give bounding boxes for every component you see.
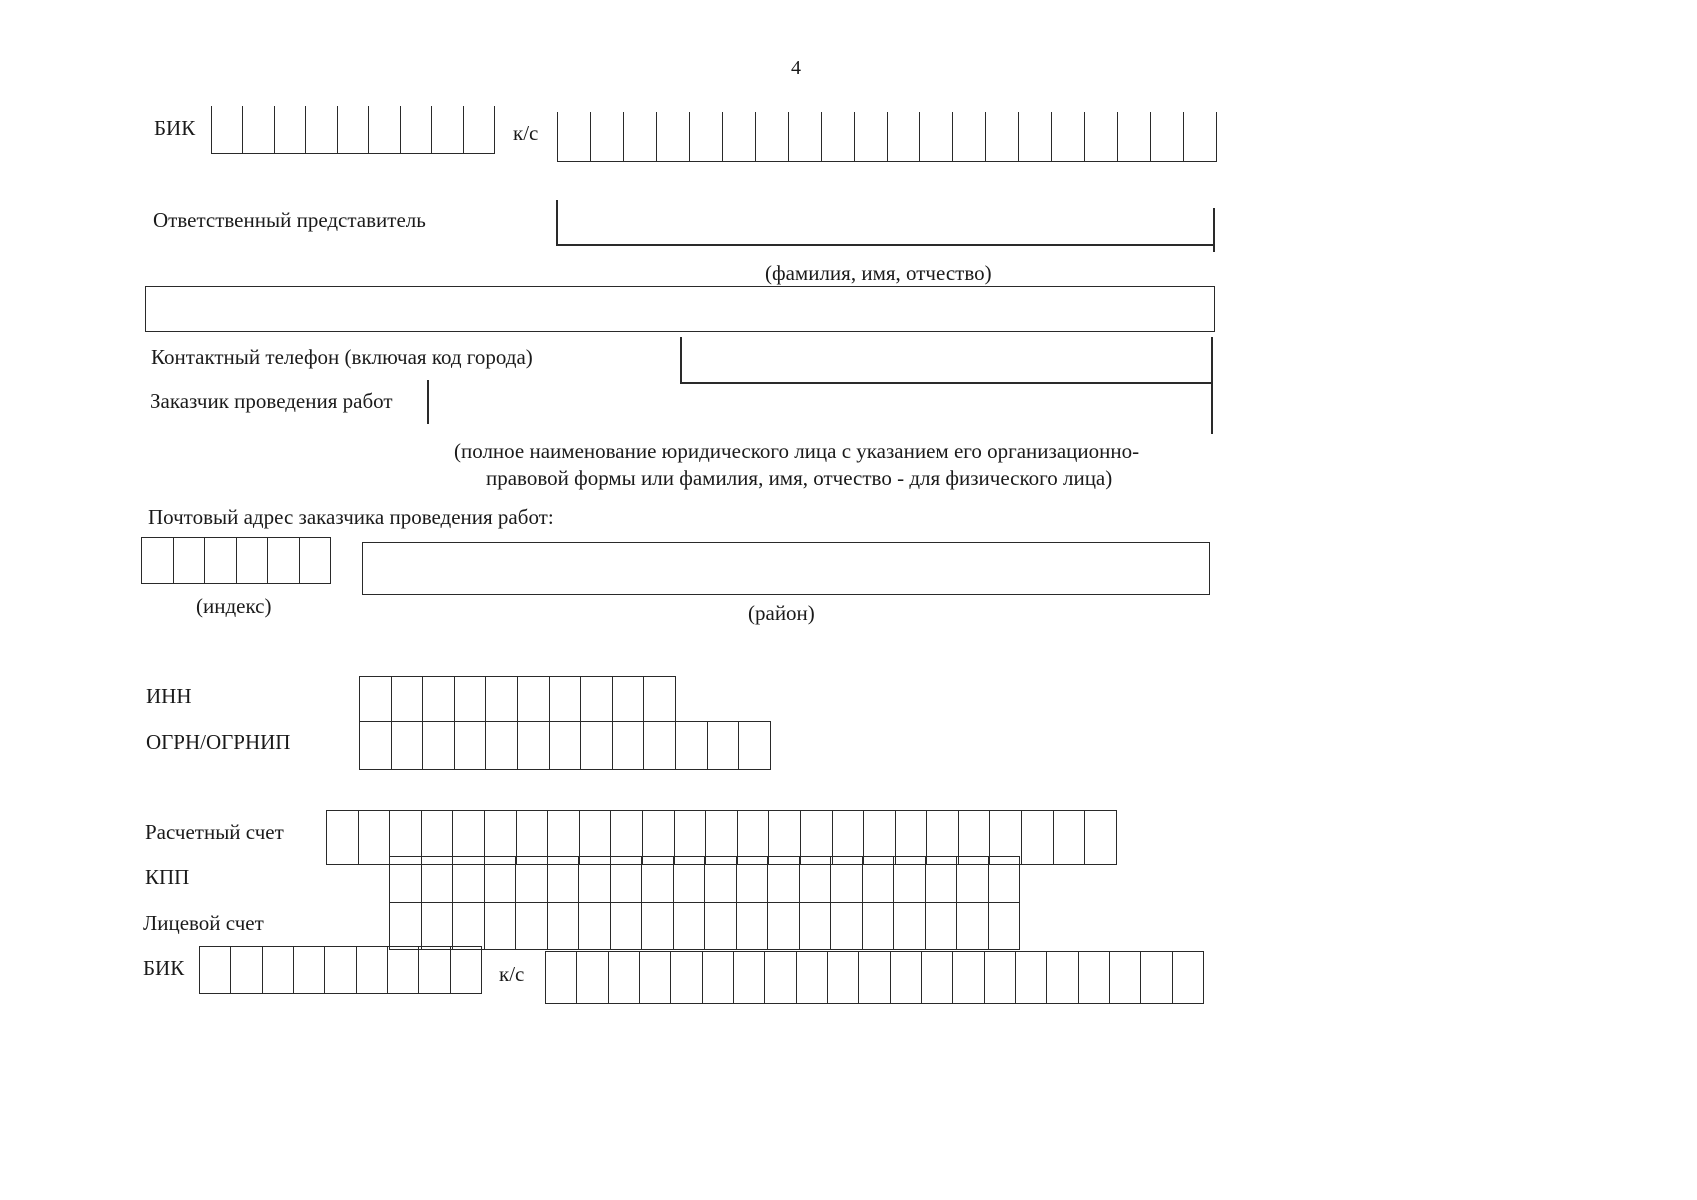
kpp-cell[interactable] [578, 857, 610, 902]
representative-label: Ответственный представитель [153, 208, 426, 232]
kpp-cell[interactable] [452, 857, 484, 902]
phone-label: Контактный телефон (включая код города) [151, 345, 533, 369]
ks-bottom-cell[interactable] [796, 952, 827, 1003]
bik-top-field[interactable] [211, 106, 495, 154]
customer-field[interactable] [427, 380, 1215, 435]
ks-top-cell[interactable] [788, 112, 821, 161]
postal-index-caption: (индекс) [196, 594, 272, 618]
kpp-label: КПП [145, 865, 190, 889]
postal-district-field[interactable] [362, 542, 1210, 595]
personal-account-cell[interactable] [988, 903, 1021, 949]
representative-extra-field[interactable] [145, 286, 1215, 332]
ks-bottom-cell[interactable] [639, 952, 670, 1003]
bik-bottom-cell[interactable] [450, 947, 482, 993]
bik-top-cell[interactable] [368, 106, 399, 153]
representative-field[interactable] [556, 200, 1215, 252]
inn-cell[interactable] [549, 677, 581, 721]
bik-bottom-field[interactable] [199, 946, 482, 994]
inn-cell[interactable] [643, 677, 676, 721]
index-cell[interactable] [267, 538, 299, 583]
ks-bottom-cell[interactable] [1046, 952, 1077, 1003]
postal-label: Почтовый адрес заказчика проведения работ: [148, 505, 554, 529]
ks-bottom-cell[interactable] [921, 952, 952, 1003]
personal-account-field[interactable] [389, 902, 1020, 950]
ks-top-cell[interactable] [919, 112, 952, 161]
ogrn-label: ОГРН/ОГРНИП [146, 730, 291, 754]
ks-bottom-cell[interactable] [952, 952, 983, 1003]
bik-top-cell[interactable] [211, 106, 242, 153]
kpp-cell[interactable] [704, 857, 736, 902]
kpp-cell[interactable] [610, 857, 642, 902]
ks-top-cell[interactable] [656, 112, 689, 161]
personal-account-cell[interactable] [578, 903, 610, 949]
kpp-cell[interactable] [862, 857, 894, 902]
account-cell[interactable] [1084, 811, 1117, 864]
ogrn-cell[interactable] [485, 722, 517, 769]
account-cell[interactable] [358, 811, 390, 864]
kpp-cell[interactable] [547, 857, 579, 902]
ks-bottom-cell[interactable] [1109, 952, 1140, 1003]
ks-top-cell[interactable] [1117, 112, 1150, 161]
ks-bottom-cell[interactable] [984, 952, 1015, 1003]
personal-account-cell[interactable] [956, 903, 988, 949]
bik-top-cell[interactable] [337, 106, 368, 153]
kpp-cell[interactable] [673, 857, 705, 902]
ogrn-cell[interactable] [643, 722, 675, 769]
ks-bottom-cell[interactable] [702, 952, 733, 1003]
ogrn-cell[interactable] [707, 722, 739, 769]
ks-bottom-cell[interactable] [1015, 952, 1046, 1003]
bik-top-cell[interactable] [305, 106, 336, 153]
bik-bottom-cell[interactable] [387, 947, 418, 993]
inn-cell[interactable] [359, 677, 391, 721]
personal-account-cell[interactable] [547, 903, 579, 949]
inn-field[interactable] [359, 676, 676, 722]
kpp-cell[interactable] [515, 857, 547, 902]
ogrn-field[interactable] [359, 721, 771, 770]
ks-label-bottom: к/с [499, 962, 525, 986]
ks-top-cell[interactable] [722, 112, 755, 161]
ks-bottom-cell[interactable] [608, 952, 639, 1003]
personal-account-cell[interactable] [736, 903, 768, 949]
ks-top-cell[interactable] [755, 112, 788, 161]
ks-top-cell[interactable] [1084, 112, 1117, 161]
personal-account-cell[interactable] [893, 903, 925, 949]
kpp-cell[interactable] [799, 857, 831, 902]
inn-cell[interactable] [612, 677, 644, 721]
postal-index-field[interactable] [141, 537, 331, 584]
ogrn-cell[interactable] [517, 722, 549, 769]
personal-account-cell[interactable] [799, 903, 831, 949]
index-cell[interactable] [141, 538, 173, 583]
inn-cell[interactable] [391, 677, 423, 721]
kpp-field[interactable] [389, 856, 1020, 903]
bik-top-cell[interactable] [463, 106, 495, 153]
ks-bottom-cell[interactable] [733, 952, 764, 1003]
bik-label-bottom: БИК [143, 956, 185, 980]
ks-top-cell[interactable] [1150, 112, 1183, 161]
personal-account-cell[interactable] [704, 903, 736, 949]
account-label: Расчетный счет [145, 820, 284, 844]
inn-cell[interactable] [454, 677, 486, 721]
bik-top-cell[interactable] [242, 106, 273, 153]
index-cell[interactable] [173, 538, 205, 583]
ks-bottom-field[interactable] [545, 951, 1204, 1004]
personal-account-cell[interactable] [830, 903, 862, 949]
ks-top-cell[interactable] [985, 112, 1018, 161]
page-number: 4 [791, 57, 801, 79]
bik-bottom-cell[interactable] [230, 947, 261, 993]
bik-label-top: БИК [154, 116, 196, 140]
personal-account-cell[interactable] [925, 903, 957, 949]
personal-account-cell[interactable] [767, 903, 799, 949]
ogrn-cell[interactable] [675, 722, 707, 769]
ks-top-cell[interactable] [1051, 112, 1084, 161]
ks-top-cell[interactable] [854, 112, 887, 161]
ks-bottom-cell[interactable] [1140, 952, 1171, 1003]
personal-account-cell[interactable] [452, 903, 484, 949]
personal-account-cell[interactable] [862, 903, 894, 949]
ks-label-top: к/с [513, 121, 539, 145]
ks-top-cell[interactable] [590, 112, 623, 161]
bik-top-cell[interactable] [400, 106, 431, 153]
bik-bottom-cell[interactable] [262, 947, 293, 993]
kpp-cell[interactable] [736, 857, 768, 902]
ks-bottom-cell[interactable] [1172, 952, 1204, 1003]
ks-bottom-cell[interactable] [670, 952, 701, 1003]
customer-caption-line2: правовой формы или фамилия, имя, отчество - для физического лица) [486, 466, 1113, 490]
bik-bottom-cell[interactable] [324, 947, 355, 993]
ks-top-cell[interactable] [1183, 112, 1217, 161]
personal-account-cell[interactable] [421, 903, 453, 949]
personal-account-label: Лицевой счет [143, 911, 264, 935]
account-cell[interactable] [1021, 811, 1053, 864]
bik-bottom-cell[interactable] [199, 947, 230, 993]
inn-cell[interactable] [580, 677, 612, 721]
personal-account-cell[interactable] [484, 903, 516, 949]
kpp-cell[interactable] [925, 857, 957, 902]
index-cell[interactable] [299, 538, 332, 583]
customer-caption-line1: (полное наименование юридического лица с указанием его организационно- [454, 439, 1140, 463]
bik-bottom-cell[interactable] [356, 947, 387, 993]
ogrn-cell[interactable] [391, 722, 423, 769]
ks-bottom-cell[interactable] [1078, 952, 1109, 1003]
customer-label: Заказчик проведения работ [150, 389, 393, 413]
ks-bottom-cell[interactable] [545, 952, 576, 1003]
kpp-cell[interactable] [830, 857, 862, 902]
ks-bottom-cell[interactable] [827, 952, 858, 1003]
ks-bottom-cell[interactable] [764, 952, 795, 1003]
ks-bottom-cell[interactable] [576, 952, 607, 1003]
personal-account-cell[interactable] [673, 903, 705, 949]
ks-top-cell[interactable] [689, 112, 722, 161]
ks-bottom-cell[interactable] [890, 952, 921, 1003]
postal-district-caption: (район) [748, 601, 815, 625]
kpp-cell[interactable] [767, 857, 799, 902]
ks-bottom-cell[interactable] [858, 952, 889, 1003]
personal-account-cell[interactable] [515, 903, 547, 949]
kpp-cell[interactable] [988, 857, 1021, 902]
ogrn-cell[interactable] [359, 722, 391, 769]
bik-top-cell[interactable] [274, 106, 305, 153]
personal-account-cell[interactable] [389, 903, 421, 949]
kpp-cell[interactable] [484, 857, 516, 902]
ks-top-cell[interactable] [1018, 112, 1051, 161]
ogrn-cell[interactable] [422, 722, 454, 769]
kpp-cell[interactable] [641, 857, 673, 902]
personal-account-cell[interactable] [641, 903, 673, 949]
kpp-cell[interactable] [389, 857, 421, 902]
ogrn-cell[interactable] [612, 722, 644, 769]
ogrn-cell[interactable] [580, 722, 612, 769]
ks-top-cell[interactable] [887, 112, 920, 161]
ks-top-cell[interactable] [557, 112, 590, 161]
representative-caption: (фамилия, имя, отчество) [765, 261, 992, 285]
ks-top-cell[interactable] [623, 112, 656, 161]
inn-label: ИНН [146, 684, 192, 708]
ks-top-field[interactable] [557, 112, 1217, 162]
ogrn-cell[interactable] [549, 722, 581, 769]
inn-cell[interactable] [422, 677, 454, 721]
kpp-cell[interactable] [421, 857, 453, 902]
bik-bottom-cell[interactable] [418, 947, 449, 993]
account-cell[interactable] [326, 811, 358, 864]
index-cell[interactable] [236, 538, 268, 583]
ks-top-cell[interactable] [821, 112, 854, 161]
ogrn-cell[interactable] [454, 722, 486, 769]
bik-bottom-cell[interactable] [293, 947, 324, 993]
index-cell[interactable] [204, 538, 236, 583]
kpp-cell[interactable] [956, 857, 988, 902]
ogrn-cell[interactable] [738, 722, 771, 769]
kpp-cell[interactable] [893, 857, 925, 902]
inn-cell[interactable] [517, 677, 549, 721]
inn-cell[interactable] [485, 677, 517, 721]
personal-account-cell[interactable] [610, 903, 642, 949]
ks-top-cell[interactable] [952, 112, 985, 161]
account-cell[interactable] [1053, 811, 1085, 864]
bik-top-cell[interactable] [431, 106, 462, 153]
